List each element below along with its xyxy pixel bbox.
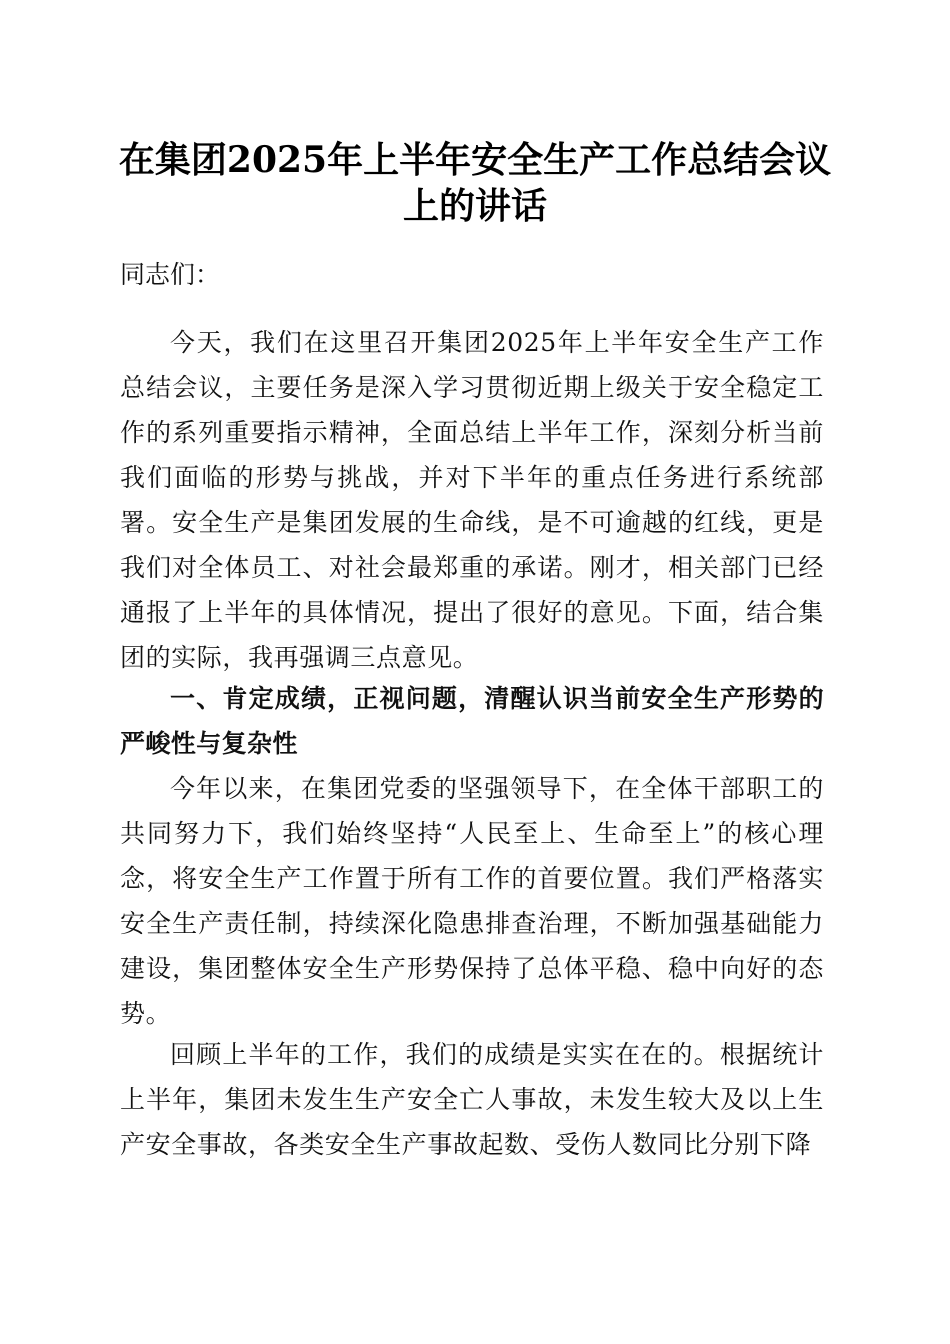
paragraph-review: 回顾上半年的工作，我们的成绩是实实在在的。根据统计上半年，集团未发生生产安全亡人事故，未发生较大及以上生产安全事故，各类安全生产事故起数、受伤人数同比分别下降 <box>120 1040 824 1159</box>
document-title-line-1: 在集团2025年上半年安全生产工作总结会议 <box>118 139 832 181</box>
paragraph-intro: 今天，我们在这里召开集团2025年上半年安全生产工作总结会议，主要任务是深入学习贯彻近期上级关于安全稳定工作的系列重要指示精神，全面总结上半年工作，深刻分析当前我们面临的形势与挑战，并对下半年的重点任务进行系统部署。安全生产是集团发展的生命线，是不可逾越的红线，更是我们对全体员工、对社会最郑重的承诺。刚才，相关部门已经通报了上半年的具体情况，提出了很好的意见。下面，结合集团的实际，我再强调三点意见。 <box>120 328 824 672</box>
paragraph-achievements: 今年以来，在集团党委的坚强领导下，在全体干部职工的共同努力下，我们始终坚持“人民至上、生命至上”的核心理念，将安全生产工作置于所有工作的首要位置。我们严格落实安全生产责任制，持续深化隐患排查治理，不断加强基础能力建设，集团整体安全生产形势保持了总体平稳、稳中向好的态势。 <box>120 774 824 1028</box>
document-title-line-2: 上的讲话 <box>402 185 547 227</box>
section-heading-1: 一、肯定成绩，正视问题，清醒认识当前安全生产形势的严峻性与复杂性 <box>120 684 824 758</box>
salutation: 同志们： <box>120 260 221 289</box>
